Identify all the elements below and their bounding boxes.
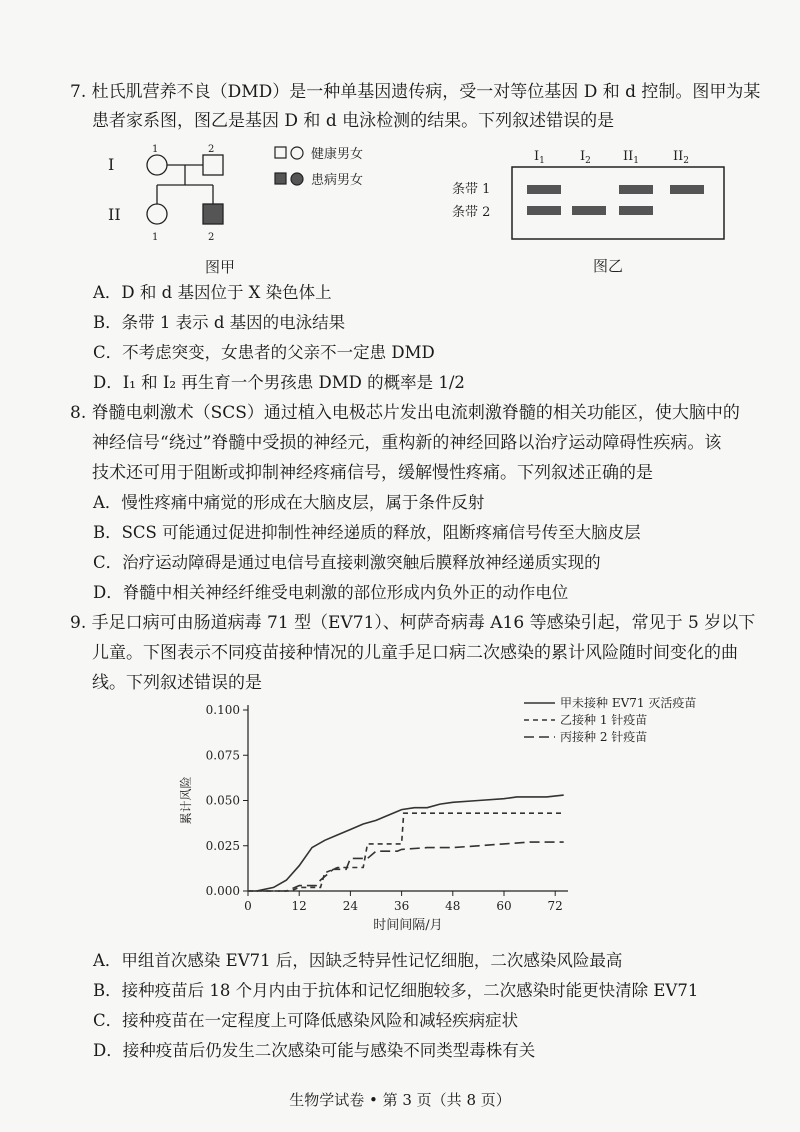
chart-legend-label-1: 甲未接种 EV71 灭活疫苗 <box>560 696 697 710</box>
pedigree-ii2-affected-male <box>203 204 223 224</box>
chart-lines <box>248 795 564 891</box>
chart-series-line-3 <box>248 842 564 891</box>
gel-lane-i1-label: $I_1$ <box>534 149 545 166</box>
gel-caption: 图乙 <box>593 257 624 275</box>
chart-x-tick-label: 48 <box>445 899 461 913</box>
chart-x-tick-label: 36 <box>393 899 410 913</box>
risk-line-chart <box>170 695 730 945</box>
chart-y-tick-label: 0.050 <box>205 793 240 808</box>
gel-band1-label: 条带 1 <box>452 182 491 197</box>
legend-healthy-label: 健康男女 <box>311 147 364 162</box>
pedigree-caption: 图甲 <box>205 258 236 276</box>
q9-stem-line3: 线。下列叙述错误的是 <box>92 673 262 693</box>
q9-stem-line1: 9. 手足口病可由肠道病毒 71 型（EV71）、柯萨奇病毒 A16 等感染引起，常见于 5 岁以下 <box>70 613 756 633</box>
q8-option-a: A．慢性疼痛中痛觉的形成在大脑皮层，属于条件反射 <box>93 493 485 512</box>
pedigree-gen1-label: I <box>108 155 115 174</box>
chart-x-tick-label: 0 <box>244 899 252 913</box>
gel-band-ii2-band1 <box>670 185 704 194</box>
q7-option-a: A．D 和 d 基因位于 X 染色体上 <box>93 283 332 302</box>
legend-affected-female-icon <box>291 173 303 185</box>
chart-x-tick-label: 72 <box>547 899 563 913</box>
legend-healthy-female-icon <box>291 147 303 159</box>
chart-legend-label-3: 丙接种 2 针疫苗 <box>560 730 648 744</box>
pedigree-gen2-label: II <box>108 205 121 224</box>
q8-stem-line1: 8. 脊髓电刺激术（SCS）通过植入电极芯片发出电流刺激脊髓的相关功能区，使大脑中的 <box>70 403 740 423</box>
legend-healthy-male-icon <box>275 147 286 158</box>
chart-y-axis-label: 累计风险 <box>179 776 193 825</box>
q7-stem-line2: 患者家系图，图乙是基因 D 和 d 电泳检测的结果。下列叙述错误的是 <box>92 111 615 131</box>
q7-option-c: C．不考虑突变，女患者的父亲不一定患 DMD <box>93 343 435 362</box>
gel-band2-label: 条带 2 <box>452 205 491 220</box>
gel-band-i1-band2 <box>527 206 561 215</box>
chart-y-tick-label: 0.100 <box>205 703 240 717</box>
pedigree-ii2-number: 2 <box>208 232 215 243</box>
gel-frame <box>512 167 724 239</box>
q9-stem-line2: 儿童。下图表示不同疫苗接种情况的儿童手足口病二次感染的累计风险随时间变化的曲 <box>92 643 738 663</box>
gel-figure <box>440 140 740 285</box>
legend-affected-male-icon <box>275 173 286 184</box>
gel-lane-ii1-label: $II_1$ <box>623 149 640 166</box>
legend-affected-label: 患病男女 <box>311 173 364 188</box>
q8-option-b: B．SCS 可能通过促进抑制性神经递质的释放，阻断疼痛信号传至大脑皮层 <box>93 523 641 542</box>
gel-band-i1-band1 <box>527 185 561 194</box>
pedigree-ii1-healthy-female <box>147 204 167 224</box>
q9-option-c: C．接种疫苗在一定程度上可降低感染风险和减轻疾病症状 <box>93 1011 519 1030</box>
gel-lane-ii2-label: $II_2$ <box>673 149 690 166</box>
pedigree-i1-healthy-female <box>147 155 167 175</box>
chart-legend <box>524 695 696 744</box>
chart-y-tick-label: 0.000 <box>205 884 240 898</box>
q7-option-b: B．条带 1 表示 d 基因的电泳结果 <box>93 313 346 332</box>
pedigree-i1-number: 1 <box>152 144 159 155</box>
chart-x-tick-label: 60 <box>496 899 512 913</box>
q7-option-d: D．I₁ 和 I₂ 再生育一个男孩患 DMD 的概率是 1/2 <box>93 373 465 392</box>
chart-x-tick-label: 24 <box>342 899 359 913</box>
pedigree-i2-number: 2 <box>208 144 215 155</box>
q9-option-d: D．接种疫苗后仍发生二次感染可能与感染不同类型毒株有关 <box>93 1041 536 1060</box>
gel-band-i2-band2 <box>572 206 606 215</box>
pedigree-figure <box>100 138 400 283</box>
q8-stem-line3: 技术还可用于阻断或抑制神经疼痛信号，缓解慢性疼痛。下列叙述正确的是 <box>92 463 653 483</box>
q8-option-d: D．脊髓中相关神经纤维受电刺激的部位形成内负外正的动作电位 <box>93 583 569 602</box>
chart-y-tick-label: 0.075 <box>205 748 240 763</box>
page-footer: 生物学试卷 • 第 3 页（共 8 页） <box>289 1091 511 1109</box>
gel-band-ii1-band1 <box>619 185 653 194</box>
pedigree-ii1-number: 1 <box>152 232 159 243</box>
pedigree-i2-healthy-male <box>203 155 223 175</box>
chart-series-line-2 <box>248 813 564 891</box>
chart-x-tick-label: 12 <box>291 899 307 913</box>
gel-band-ii1-band2 <box>619 206 653 215</box>
q7-stem-line1: 7. 杜氏肌营养不良（DMD）是一种单基因遗传病，受一对等位基因 D 和 d 控制。图甲为某 <box>70 82 761 102</box>
q9-option-b: B．接种疫苗后 18 个月内由于抗体和记忆细胞较多，二次感染时能更快清除 EV71 <box>93 981 699 1000</box>
chart-x-axis-label: 时间间隔/月 <box>373 918 443 933</box>
q8-stem-line2: 神经信号“绕过”脊髓中受损的神经元，重构新的神经回路以治疗运动障碍性疾病。该 <box>92 433 722 453</box>
gel-lane-i2-label: $I_2$ <box>580 149 591 166</box>
q8-option-c: C．治疗运动障碍是通过电信号直接刺激突触后膜释放神经递质实现的 <box>93 553 601 572</box>
chart-y-tick-label: 0.025 <box>205 838 240 853</box>
chart-axes <box>206 703 568 913</box>
chart-legend-label-2: 乙接种 1 针疫苗 <box>560 713 648 727</box>
q9-option-a: A．甲组首次感染 EV71 后，因缺乏特异性记忆细胞，二次感染风险最高 <box>93 951 623 970</box>
